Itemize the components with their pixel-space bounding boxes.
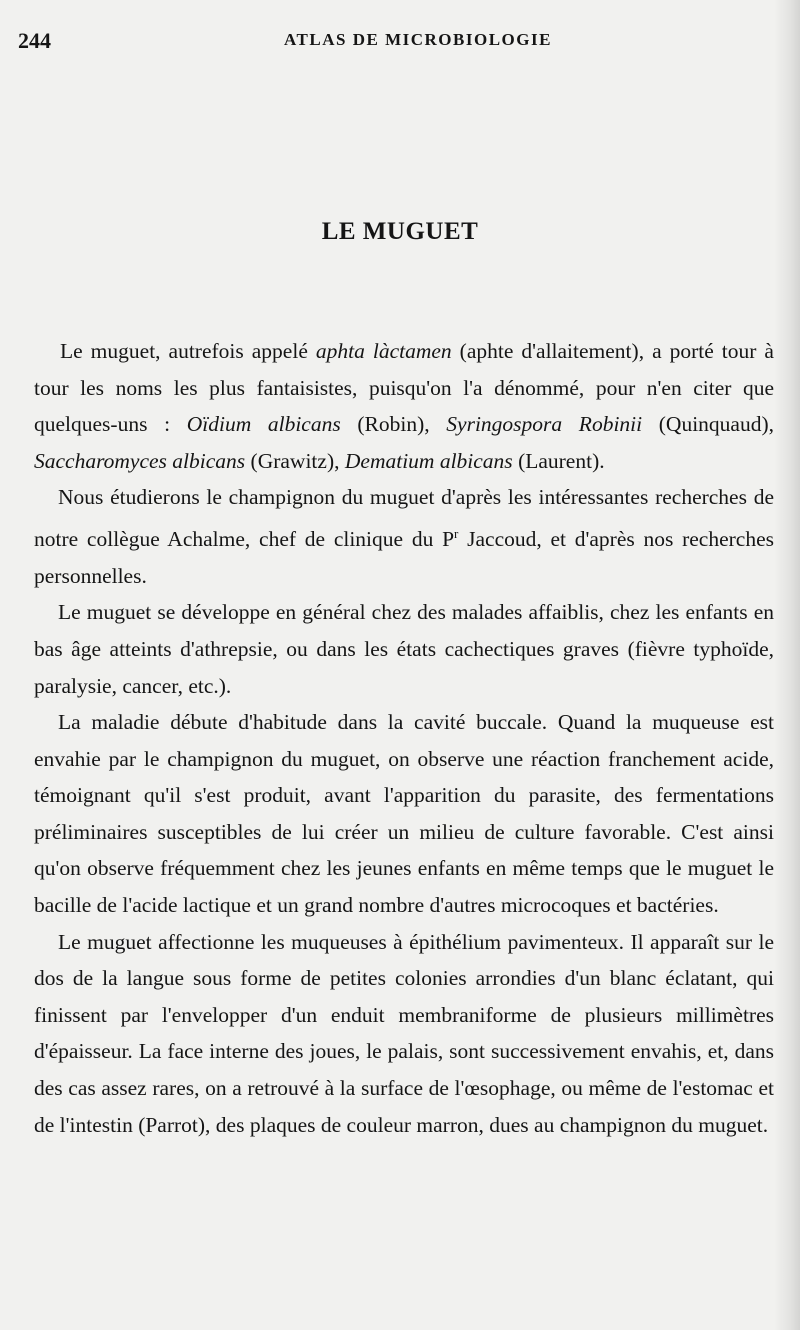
paragraph-3: Le muguet se développe en général chez des malades affaiblis, chez les enfants en bas âge atteints d'athrepsie, ou dans les états cachectiques graves (fièvre typhoïde, paralysie, cancer, etc.).: [34, 600, 774, 698]
running-head: [18, 28, 778, 58]
species-name: Syringospora Robinii: [446, 412, 643, 437]
chapter-title: LE MUGUET: [321, 218, 479, 245]
superscript: r: [454, 525, 459, 541]
paragraph-text: Le muguet, autrefois appelé: [60, 339, 316, 363]
body-text: [34, 333, 774, 1143]
paragraph-1: [34, 333, 774, 479]
page-number: 244: [18, 28, 51, 53]
paragraph-5: Le muguet affectionne les muqueuses à épithélium pavimenteux. Il apparaît sur le dos de la langue sous forme de petites colonies arrondies d'un blanc éclatant, qui finissent par l'envelopper d'un enduit membraniforme de plusieurs millimètres d'épaisseur. La face interne des joues, le palais, sont successivement envahis, et, dans des cas assez rares, on a retrouvé à la surface de l'œsophage, ou même de l'estomac et de l'intestin (Parrot), des plaques de couleur marron, dues au champignon du muguet.: [34, 929, 774, 1137]
species-name: Oïdium albicans: [186, 412, 341, 437]
paragraph-text: (Robin),: [340, 412, 447, 437]
paragraph-4: La maladie débute d'habitude dans la cavité buccale. Quand la muqueuse est envahie par le champignon du muguet, on observe une réaction franchement acide, témoignant qu'il s'est produit, avant l'apparition du parasite, des fermentations préliminaires susceptibles de lui créer un milieu de culture favorable. C'est ainsi qu'on observe fréquemment chez les jeunes enfants en même temps que le muguet le bacille de l'acide lactique et un grand nombre d'autres microcoques et bactéries.: [34, 710, 774, 918]
paragraph-text: Nous étudierons le champignon du muguet d'après les intéressantes recherches de notre collègue Achalme, chef de clinique du P: [34, 485, 774, 552]
paragraph-text: (Laurent).: [512, 448, 605, 473]
species-name: Dematium albicans: [344, 448, 513, 473]
paragraph-text: Jaccoud, et d'après nos recherches personnelles.: [34, 527, 775, 588]
paragraph-text: (Quinquaud),: [642, 412, 775, 437]
paragraph-text: (Grawitz),: [245, 448, 345, 473]
paragraph-text: (aphte d'allaitement), a porté tour à tour les noms les plus fantaisistes, puisqu'on l'a dénommé, pour n'en citer que quelques-uns :: [34, 339, 774, 437]
latin-term: aphta làctamen: [315, 339, 452, 363]
page-edge-shadow: [774, 0, 800, 1330]
paragraph-2: [34, 479, 774, 594]
running-head-title: ATLAS DE MICROBIOLOGIE: [284, 30, 552, 49]
species-name: Saccharomyces albicans: [34, 448, 246, 473]
